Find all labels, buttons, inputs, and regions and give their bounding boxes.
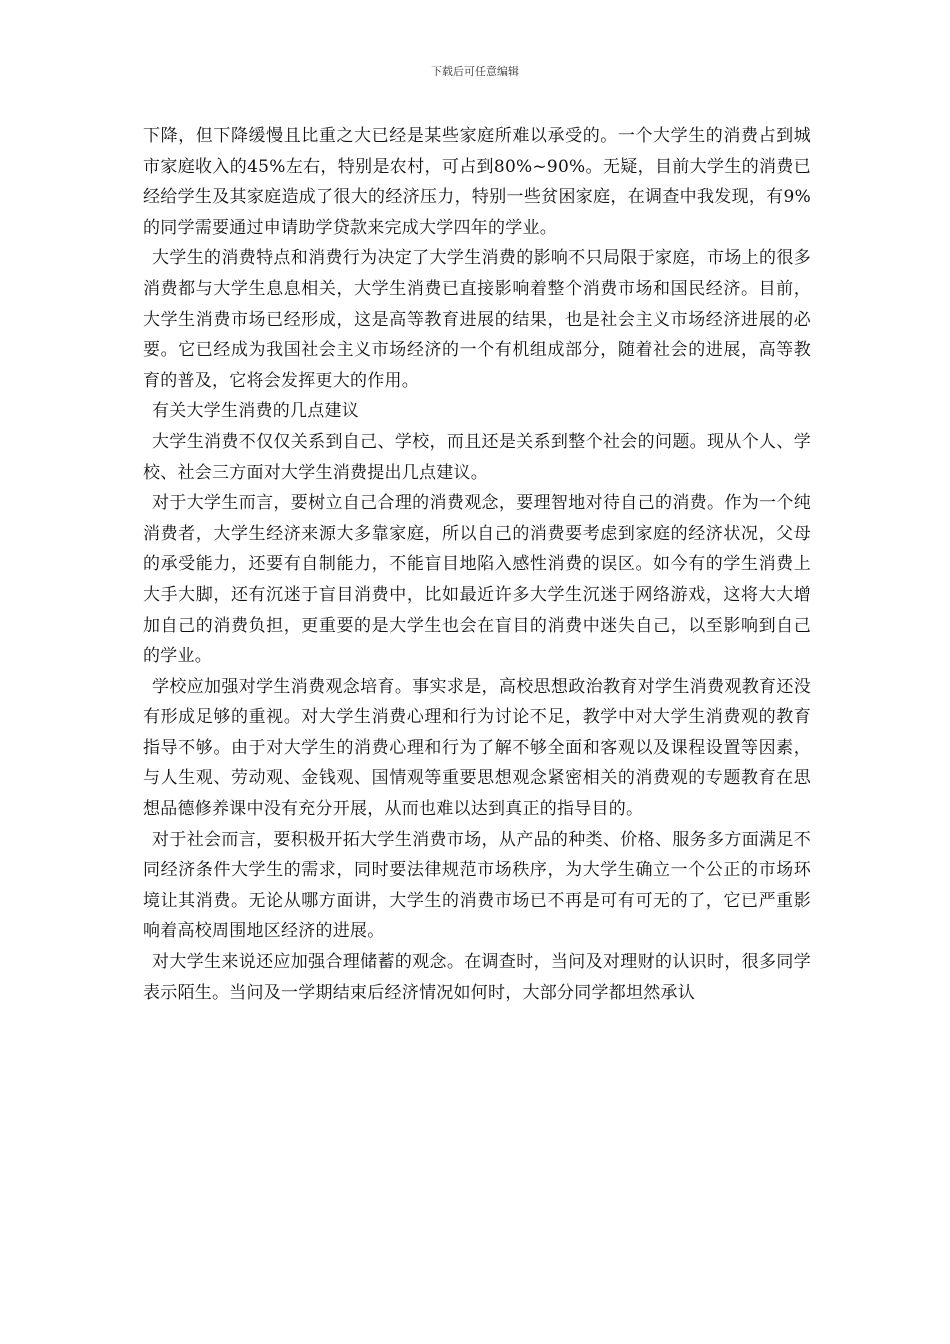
paragraph-6: 对于社会而言，要积极开拓大学生消费市场，从产品的种类、价格、服务多方面满足不同经济条件大学生的需求，同时要法律规范市场秩序，为大学生确立一个公正的市场环境让其消费。无论从哪方面讲，大学生的消费市场已不再是可有可无的了，它已严重影响着高校周围地区经济的进展。	[143, 829, 811, 942]
paragraph-1: 下降，但下降缓慢且比重之大已经是某些家庭所难以承受的。一个大学生的消费占到城市家庭收入的45%左右，特别是农村，可占到80%~90%。无疑，目前大学生的消费已经给学生及其家庭造成了很大的经济压力，特别一些贫困家庭，在调查中我发现，有9%的同学需要通过申请助学贷款来完成大学四年的学业。	[143, 126, 811, 238]
paragraph-4: 对于大学生而言，要树立自己合理的消费观念，要理智地对待自己的消费。作为一个纯消费者，大学生经济来源大多靠家庭，所以自己的消费要考虑到家庭的经济状况，父母的承受能力，还要有自制能力，不能盲目地陷入感性消费的误区。如今有的学生消费上大手大脚，还有沉迷于盲目消费中，比如最近许多大学生沉迷于网络游戏，这将大大增加自己的消费负担，更重要的是大学生也会在盲目的消费中迷失自己，以至影响到自己的学业。	[143, 493, 811, 667]
document-body	[143, 121, 811, 1008]
page-header: 下载后可任意编辑	[431, 65, 519, 78]
section-heading: 有关大学生消费的几点建议	[152, 401, 359, 422]
paragraph-7: 对大学生来说还应加强合理储蓄的观念。在调查时，当问及对理财的认识时，很多同学表示陌生。当问及一学期结束后经济情况如何时，大部分同学都坦然承认	[143, 952, 811, 1003]
paragraph-3: 大学生消费不仅仅关系到自己、学校，而且还是关系到整个社会的问题。现从个人、学校、社会三方面对大学生消费提出几点建议。	[143, 431, 811, 483]
paragraph-2: 大学生的消费特点和消费行为决定了大学生消费的影响不只局限于家庭，市场上的很多消费都与大学生息息相关，大学生消费已直接影响着整个消费市场和国民经济。目前，大学生消费市场已经形成，这是高等教育进展的结果，也是社会主义市场经济进展的必要。它已经成为我国社会主义市场经济的一个有机组成部分，随着社会的进展，高等教育的普及，它将会发挥更大的作用。	[143, 248, 811, 391]
paragraph-5: 学校应加强对学生消费观念培育。事实求是，高校思想政治教育对学生消费观教育还没有形成足够的重视。对大学生消费心理和行为讨论不足，教学中对大学生消费观的教育指导不够。由于对大学生的消费心理和行为了解不够全面和客观以及课程设置等因素，与人生观、劳动观、金钱观、国情观等重要思想观念紧密相关的消费观的专题教育在思想品德修养课中没有充分开展，从而也难以达到真正的指导目的。	[143, 676, 811, 820]
